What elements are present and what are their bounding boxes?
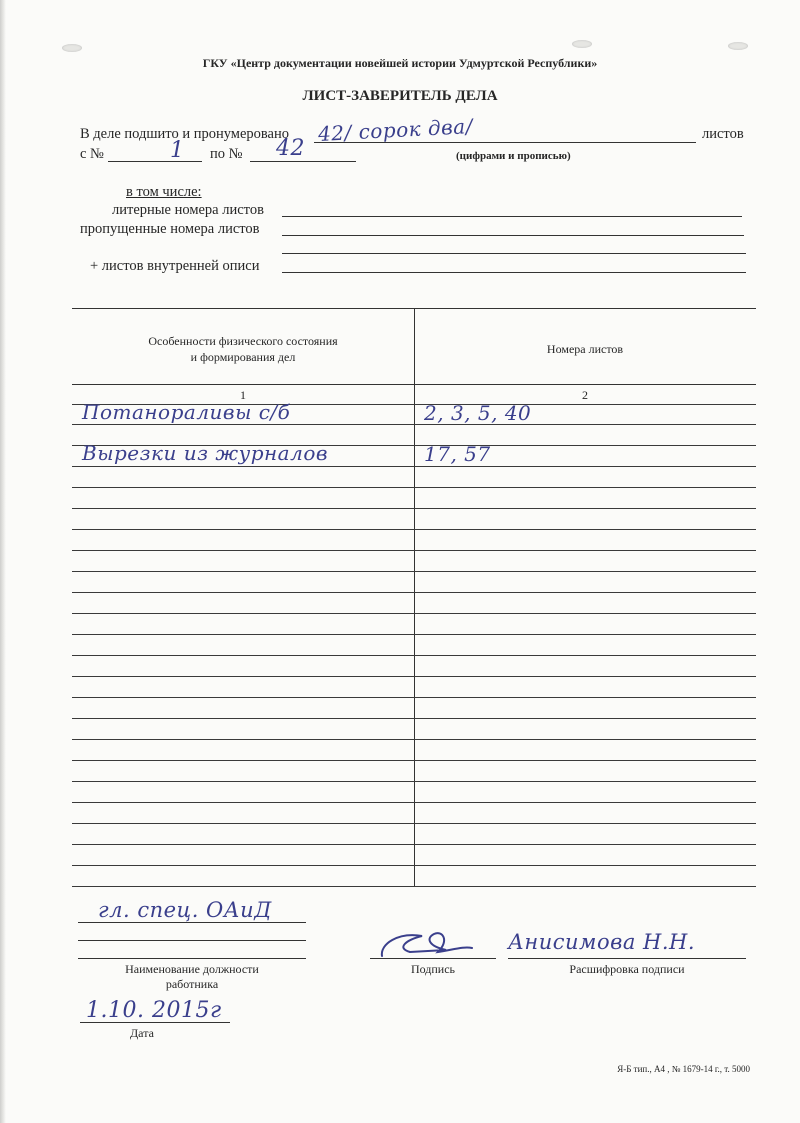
position-value: гл. спец. ОАиД	[98, 898, 272, 922]
signature-scribble	[376, 926, 476, 962]
table-rule	[72, 487, 756, 488]
literal-sheets-label: литерные номера листов	[112, 202, 264, 218]
table-rule	[72, 781, 756, 782]
table-rule	[72, 592, 756, 593]
name-line	[508, 958, 746, 959]
col2-header: Номера листов	[546, 342, 624, 356]
header-bottom-border	[72, 384, 756, 385]
from-value: 1	[170, 138, 185, 163]
to-line	[250, 161, 356, 162]
col1-header-line2: и формирования дел	[190, 350, 296, 364]
date-label: Дата	[130, 1026, 154, 1040]
table-rule	[72, 424, 756, 425]
col1-number: 1	[240, 388, 246, 402]
literal-sheets-line	[282, 216, 742, 217]
table-rule	[72, 697, 756, 698]
digits-hint: (цифрами и прописью)	[456, 150, 571, 162]
date-value: 1.10. 2015г	[86, 998, 222, 1023]
table-rule	[72, 529, 756, 530]
missing-sheets-line-2	[282, 253, 746, 254]
name-label: Расшифровка подписи	[569, 962, 685, 976]
from-line	[108, 161, 202, 162]
sewn-sheets-value: 42/ сорок два/	[317, 113, 474, 147]
table-bottom-border	[72, 886, 756, 887]
table-rule	[72, 508, 756, 509]
signature-line	[370, 958, 496, 959]
table-rule	[72, 613, 756, 614]
sheets-suffix: листов	[702, 126, 744, 142]
table-rule	[72, 676, 756, 677]
institution-name: ГКУ «Центр документации новейшей истории Удмуртской Республики»	[202, 56, 598, 70]
signature-label: Подпись	[410, 962, 456, 976]
print-info: Я-Б тип., А4 , № 1679-14 г., т. 5000	[617, 1064, 750, 1074]
position-line-3	[78, 958, 306, 959]
missing-sheets-line	[282, 235, 744, 236]
inner-inventory-label: + листов внутренней описи	[90, 258, 260, 274]
table-rule	[72, 823, 756, 824]
table-row-2-feature: Вырезки из журналов	[82, 441, 329, 465]
table-rule	[72, 550, 756, 551]
including-label: в том числе:	[126, 184, 202, 200]
from-label: с №	[80, 146, 104, 162]
table-rule	[72, 655, 756, 656]
table-rule	[72, 760, 756, 761]
table-rule	[72, 718, 756, 719]
missing-sheets-label: пропущенные номера листов	[80, 221, 260, 237]
punch-hole-right	[728, 42, 748, 50]
position-label-line2: работника	[165, 977, 219, 991]
punch-hole-left	[62, 44, 82, 52]
table-rule	[72, 571, 756, 572]
table-rule	[72, 844, 756, 845]
to-label: по №	[210, 146, 243, 162]
punch-hole-center	[572, 40, 592, 48]
position-line-1	[78, 922, 306, 923]
col2-number: 2	[582, 388, 588, 402]
name-value: Анисимова Н.Н.	[508, 930, 695, 954]
position-line-2	[78, 940, 306, 941]
to-value: 42	[276, 136, 305, 161]
col1-header-line1: Особенности физического состояния	[148, 334, 338, 348]
table-rule	[72, 739, 756, 740]
table-row-1-sheets: 2, 3, 5, 40	[424, 401, 532, 425]
date-line	[80, 1022, 230, 1023]
table-row-1-feature: Потанораливы с/б	[82, 400, 291, 424]
table-rule	[72, 634, 756, 635]
table-rule	[72, 802, 756, 803]
table-row-2-sheets: 17, 57	[424, 442, 491, 466]
position-label-line1: Наименование должности	[125, 962, 259, 976]
sewn-sheets-label: В деле подшито и пронумеровано	[80, 126, 289, 142]
document-title: ЛИСТ-ЗАВЕРИТЕЛЬ ДЕЛА	[302, 88, 498, 104]
table-rule	[72, 865, 756, 866]
inner-inventory-line	[282, 272, 746, 273]
table-rule	[72, 466, 756, 467]
page-edge	[0, 0, 6, 1123]
